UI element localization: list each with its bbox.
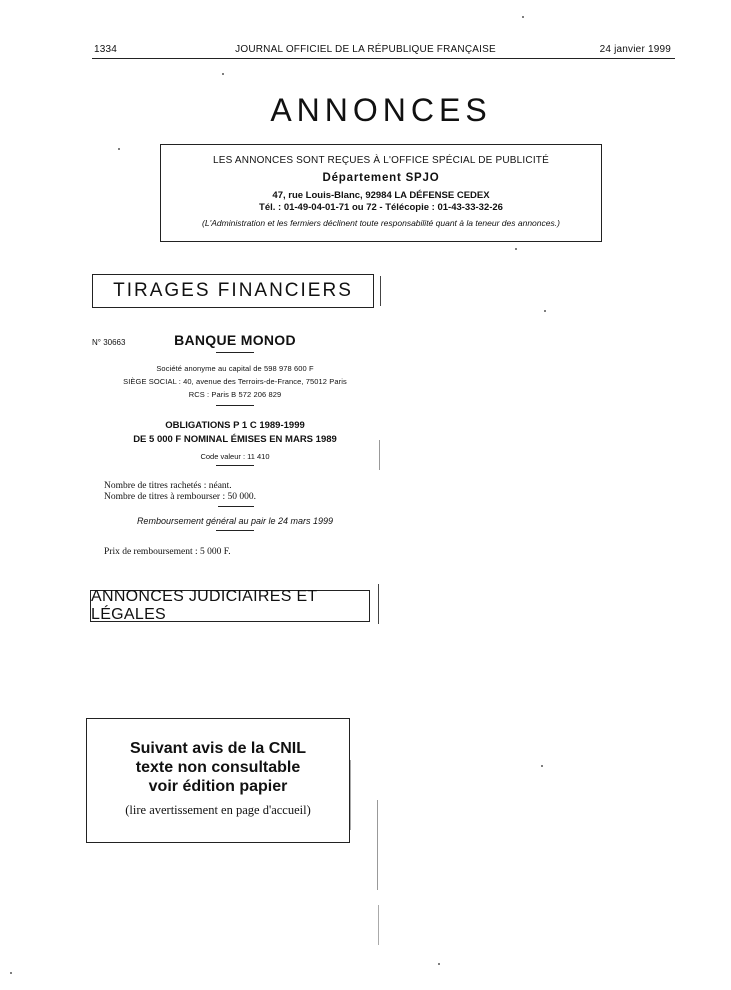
cnil-note: (lire avertissement en page d'accueil) — [125, 803, 311, 817]
repayment-price: Prix de remboursement : 5 000 F. — [104, 547, 231, 557]
issue-date: 24 janvier 1999 — [599, 44, 671, 55]
section-heading-judicial: ANNONCES JUDICIAIRES ET LÉGALES — [90, 590, 370, 622]
page-number: 1334 — [94, 44, 118, 55]
scan-speck — [541, 765, 543, 767]
column-rule — [378, 905, 379, 945]
scan-speck — [118, 148, 120, 150]
divider — [216, 405, 254, 406]
company-rcs: RCS : Paris B 572 206 829 — [188, 390, 282, 399]
notice-disclaimer: (L'Administration et les fermiers déclinent toute responsabilité quant à la teneur des annonces.) — [202, 218, 560, 228]
column-rule — [350, 760, 351, 830]
titles-to-repay: Nombre de titres à rembourser : 50 000. — [104, 492, 256, 502]
column-rule — [378, 584, 379, 624]
scan-speck — [10, 972, 12, 974]
titles-bought: Nombre de titres rachetés : néant. — [104, 481, 232, 491]
scan-speck — [222, 73, 224, 75]
general-repayment: Remboursement général au pair le 24 mars 1999 — [136, 516, 334, 526]
cnil-notice-box — [86, 718, 350, 843]
notice-department: Département SPJO — [322, 172, 440, 184]
company-name: BANQUE MONOD — [174, 332, 296, 348]
cnil-line-2: texte non consultable — [135, 759, 301, 776]
header-divider — [92, 58, 675, 59]
section-heading-tirages: TIRAGES FINANCIERS — [92, 274, 374, 308]
bond-title-line1: OBLIGATIONS P 1 C 1989-1999 — [165, 420, 305, 431]
divider — [216, 465, 254, 466]
column-rule — [379, 440, 380, 470]
scan-speck — [522, 16, 524, 18]
divider — [216, 530, 254, 531]
column-rule — [380, 276, 381, 306]
notice-phone: Tél. : 01-49-04-01-71 ou 72 - Télécopie : 01-43-33-32-26 — [259, 202, 503, 213]
divider — [216, 352, 254, 353]
notice-address: 47, rue Louis-Blanc, 92984 LA DÉFENSE CEDEX — [272, 190, 490, 201]
notice-intro: LES ANNONCES SONT REÇUES À L'OFFICE SPÉCIAL DE PUBLICITÉ — [213, 155, 549, 166]
company-capital: Société anonyme au capital de 598 978 600 F — [156, 364, 314, 373]
page-title: ANNONCES — [270, 92, 492, 128]
bond-title-line2: DE 5 000 F NOMINAL ÉMISES EN MARS 1989 — [133, 434, 337, 445]
scan-speck — [438, 963, 440, 965]
scan-speck — [515, 248, 517, 250]
journal-title: JOURNAL OFFICIEL DE LA RÉPUBLIQUE FRANÇAISE — [235, 44, 496, 55]
code-value: Code valeur : 11 410 — [200, 452, 270, 461]
company-headquarters: SIÈGE SOCIAL : 40, avenue des Terroirs-de-France, 75012 Paris — [123, 377, 347, 386]
column-rule — [377, 800, 378, 890]
scan-speck — [544, 310, 546, 312]
publicity-notice-box — [160, 144, 602, 242]
divider — [218, 506, 254, 507]
cnil-line-3: voir édition papier — [148, 778, 288, 795]
announcement-number: N° 30663 — [92, 338, 126, 347]
cnil-line-1: Suivant avis de la CNIL — [129, 740, 307, 757]
